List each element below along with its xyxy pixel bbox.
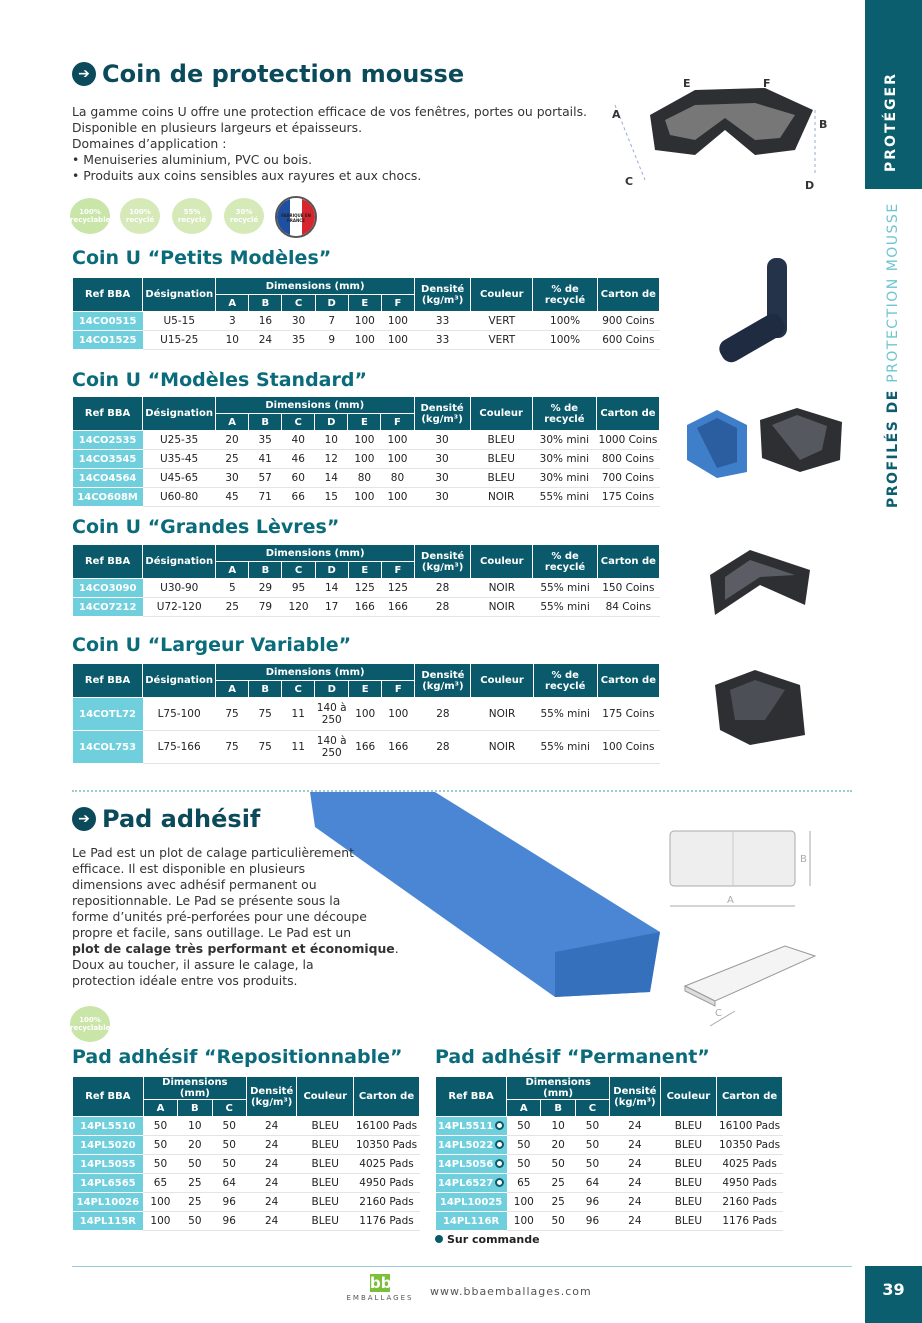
col-dimensions: Dimensions (mm): [216, 664, 415, 681]
table-row: 14PL6565 65 25 64 24 BLEU 4950 Pads: [73, 1174, 420, 1193]
table-row: 14PL5055 50 50 50 24 BLEU 4025 Pads: [73, 1155, 420, 1174]
col-dim: C: [212, 1100, 246, 1117]
col-dim: C: [282, 562, 315, 579]
col-carton: Carton de: [354, 1077, 420, 1117]
pad-dimension-diagram: [665, 826, 825, 1031]
col-dim: A: [143, 1100, 177, 1117]
col-dim: C: [575, 1100, 609, 1117]
table-title-petits: Coin U “Petits Modèles”: [72, 247, 332, 269]
col-ref: Ref BBA: [73, 1077, 144, 1117]
col-ref: Ref BBA: [73, 545, 143, 579]
col-designation: Désignation: [143, 664, 216, 698]
table-row: 14PL5020 50 20 50 24 BLEU 10350 Pads: [73, 1136, 420, 1155]
col-dim: E: [348, 414, 381, 431]
table-grandes-levres: [72, 544, 660, 617]
col-couleur: Couleur: [297, 1077, 354, 1117]
table-row: 14PL115R 100 50 96 24 BLEU 1176 Pads: [73, 1212, 420, 1231]
table-row: 14PL10025 100 25 96 24 BLEU 2160 Pads: [436, 1193, 783, 1212]
col-dim: D: [315, 295, 348, 312]
label-c: C: [625, 175, 634, 188]
recyclable-badge: 100% recyclable: [70, 198, 110, 234]
col-dim: E: [348, 295, 381, 312]
col-carton: Carton de: [717, 1077, 783, 1117]
section-title-coin: ➔ Coin de protection mousse: [72, 60, 464, 88]
label-f: F: [763, 77, 771, 90]
col-dim: F: [381, 295, 414, 312]
sur-commande-marker: [495, 1159, 504, 1168]
sur-commande-marker: [495, 1140, 504, 1149]
col-dim: B: [178, 1100, 212, 1117]
col-carton: Carton de: [597, 664, 659, 698]
col-densite: Densité (kg/m³): [414, 545, 470, 579]
label-pad-b: B: [800, 854, 807, 865]
col-dim: D: [315, 414, 348, 431]
table-modeles-standard: [72, 396, 660, 507]
col-dim: F: [381, 562, 414, 579]
table-title-repositionnable: Pad adhésif “Repositionnable”: [72, 1046, 403, 1068]
bullet-icon: [435, 1235, 443, 1243]
footer-rule: [72, 1266, 852, 1267]
col-dim: A: [507, 1100, 541, 1117]
table-title-standard: Coin U “Modèles Standard”: [72, 369, 367, 391]
col-densite: Densité (kg/m³): [414, 278, 470, 312]
col-dim: C: [282, 295, 315, 312]
bba-logo: bba EMBALLAGES: [346, 1274, 414, 1302]
col-designation: Désignation: [143, 278, 216, 312]
col-densite: Densité (kg/m³): [414, 397, 470, 431]
table-row: 14CO7212 U72-120 25 79 120 17 166 166 28 NOIR 55% mini 84 Coins: [73, 598, 660, 617]
sur-commande-note: Sur commande: [435, 1233, 540, 1246]
section-intro-pad: Le Pad est un plot de calage particulièrement efficace. Il est disponible en plusieurs dimensions avec adhésif permanent ou repositionnable. Le Pad se présente sous la forme d’unités pré-perforées pour une découpe propre et facile, sans outillage. Le Pad est un plot de calage très performant et économique. Doux au toucher, il assure le calage, la protection idéale entre vos produits.: [72, 845, 399, 988]
section-intro-coin: La gamme coins U offre une protection efficace de vos fenêtres, portes ou portails. Disponible en plusieurs largeurs et épaisseurs. Domaines d’application : • Menuiseries aluminium, PVC ou bois. • Produits aux coins sensibles aux rayures et aux chocs.: [72, 104, 587, 183]
section-title-pad: ➔ Pad adhésif: [72, 805, 260, 833]
label-pad-a: A: [727, 895, 734, 906]
table-row: 14CO3090 U30-90 5 29 95 14 125 125 28 NOIR 55% mini 150 Coins: [73, 579, 660, 598]
col-densite: Densité (kg/m³): [610, 1077, 660, 1117]
side-tab-label: PROTÉGER: [883, 72, 899, 172]
product-image-petits: [712, 258, 812, 370]
table-row: 14PL6527 65 25 64 24 BLEU 4950 Pads: [436, 1174, 783, 1193]
col-ref: Ref BBA: [73, 397, 143, 431]
col-dim: A: [216, 295, 249, 312]
col-dimensions: Dimensions (mm): [216, 278, 415, 295]
col-dim: B: [541, 1100, 575, 1117]
table-row: 14PL5056 50 50 50 24 BLEU 4025 Pads: [436, 1155, 783, 1174]
col-dim: B: [249, 562, 282, 579]
table-row: 14CO608M U60-80 45 71 66 15 100 100 30 NOIR 55% mini 175 Coins: [73, 488, 660, 507]
label-a: A: [612, 108, 621, 121]
table-petits-modeles: [72, 277, 660, 350]
page-number: 39: [865, 1266, 922, 1323]
product-image-variable: [705, 665, 815, 750]
col-carton: Carton de: [596, 397, 659, 431]
corner-dimension-diagram: [595, 70, 835, 195]
col-dim: F: [382, 681, 415, 698]
col-recycle: % de recyclé: [533, 278, 597, 312]
col-recycle: % de recyclé: [533, 664, 597, 698]
recycled-55-badge: 55% recyclé: [172, 198, 212, 234]
made-in-france-seal: FABRIQUÉ EN FRANCE: [275, 196, 317, 238]
sur-commande-marker: [495, 1121, 504, 1130]
col-carton: Carton de: [597, 545, 659, 579]
col-densite: Densité (kg/m³): [246, 1077, 297, 1117]
col-designation: Désignation: [143, 397, 216, 431]
col-dim: D: [315, 562, 348, 579]
col-dim: D: [315, 681, 349, 698]
col-couleur: Couleur: [471, 545, 533, 579]
col-dimensions: Dimensions (mm): [143, 1077, 246, 1100]
arrow-circle-icon: ➔: [72, 807, 96, 831]
col-carton: Carton de: [597, 278, 659, 312]
table-row: 14PL5511 50 10 50 24 BLEU 16100 Pads: [436, 1117, 783, 1136]
col-ref: Ref BBA: [73, 664, 143, 698]
label-e: E: [683, 77, 691, 90]
website-url[interactable]: www.bbaemballages.com: [430, 1285, 592, 1298]
col-dim: E: [349, 681, 382, 698]
table-row: 14CO2535 U25-35 20 35 40 10 100 100 30 BLEU 30% mini 1000 Coins: [73, 431, 660, 450]
col-couleur: Couleur: [471, 278, 533, 312]
col-dim: B: [249, 414, 282, 431]
table-row: 14PL116R 100 50 96 24 BLEU 1176 Pads: [436, 1212, 783, 1231]
label-d: D: [805, 179, 815, 192]
col-dim: B: [249, 295, 282, 312]
recycled-30-badge: 30% recyclé: [224, 198, 264, 234]
col-recycle: % de recyclé: [532, 397, 596, 431]
table-row: 14PL10026 100 25 96 24 BLEU 2160 Pads: [73, 1193, 420, 1212]
product-image-standard: [682, 400, 852, 480]
col-recycle: % de recyclé: [533, 545, 597, 579]
table-row: 14CO0515 U5-15 3 16 30 7 100 100 33 VERT 100% 900 Coins: [73, 312, 660, 331]
col-ref: Ref BBA: [73, 278, 143, 312]
side-section-label: PROFILÉS DE PROTECTION MOUSSE: [885, 202, 901, 508]
label-b: B: [819, 118, 828, 131]
table-largeur-variable: [72, 663, 660, 764]
col-dim: C: [282, 681, 315, 698]
product-image-grandes: [705, 545, 815, 620]
col-densite: Densité (kg/m³): [415, 664, 471, 698]
col-dim: F: [381, 414, 414, 431]
col-dimensions: Dimensions (mm): [507, 1077, 610, 1100]
table-row: 14CO4564 U45-65 30 57 60 14 80 80 30 BLEU 30% mini 700 Coins: [73, 469, 660, 488]
col-designation: Désignation: [143, 545, 216, 579]
table-row: 14COTL72 L75-100 75 75 11 140 à 250 100 100 28 NOIR 55% mini 175 Coins: [73, 698, 660, 731]
col-dim: A: [216, 562, 249, 579]
col-couleur: Couleur: [471, 664, 533, 698]
col-dimensions: Dimensions (mm): [216, 397, 414, 414]
side-tab: [865, 0, 922, 189]
table-row: 14PL5022 50 20 50 24 BLEU 10350 Pads: [436, 1136, 783, 1155]
table-pad-permanent: [435, 1076, 783, 1231]
table-title-variable: Coin U “Largeur Variable”: [72, 634, 352, 656]
arrow-circle-icon: ➔: [72, 62, 96, 86]
table-row: 14COL753 L75-166 75 75 11 140 à 250 166 166 28 NOIR 55% mini 100 Coins: [73, 731, 660, 764]
table-row: 14CO1525 U15-25 10 24 35 9 100 100 33 VERT 100% 600 Coins: [73, 331, 660, 350]
recycled-100-badge: 100% recyclé: [120, 198, 160, 234]
table-title-permanent: Pad adhésif “Permanent”: [435, 1046, 710, 1068]
table-pad-repositionnable: [72, 1076, 420, 1231]
table-row: 14PL5510 50 10 50 24 BLEU 16100 Pads: [73, 1117, 420, 1136]
col-dim: C: [282, 414, 315, 431]
col-dim: A: [216, 681, 249, 698]
col-dim: E: [348, 562, 381, 579]
recyclable-badge-pad: 100% recyclable: [70, 1006, 110, 1042]
col-dimensions: Dimensions (mm): [216, 545, 415, 562]
col-couleur: Couleur: [470, 397, 532, 431]
col-ref: Ref BBA: [436, 1077, 507, 1117]
table-row: 14CO3545 U35-45 25 41 46 12 100 100 30 BLEU 30% mini 800 Coins: [73, 450, 660, 469]
label-pad-c: C: [715, 1008, 722, 1019]
sur-commande-marker: [495, 1178, 504, 1187]
col-dim: B: [249, 681, 282, 698]
table-title-grandes: Coin U “Grandes Lèvres”: [72, 516, 340, 538]
col-dim: A: [216, 414, 249, 431]
col-couleur: Couleur: [660, 1077, 717, 1117]
